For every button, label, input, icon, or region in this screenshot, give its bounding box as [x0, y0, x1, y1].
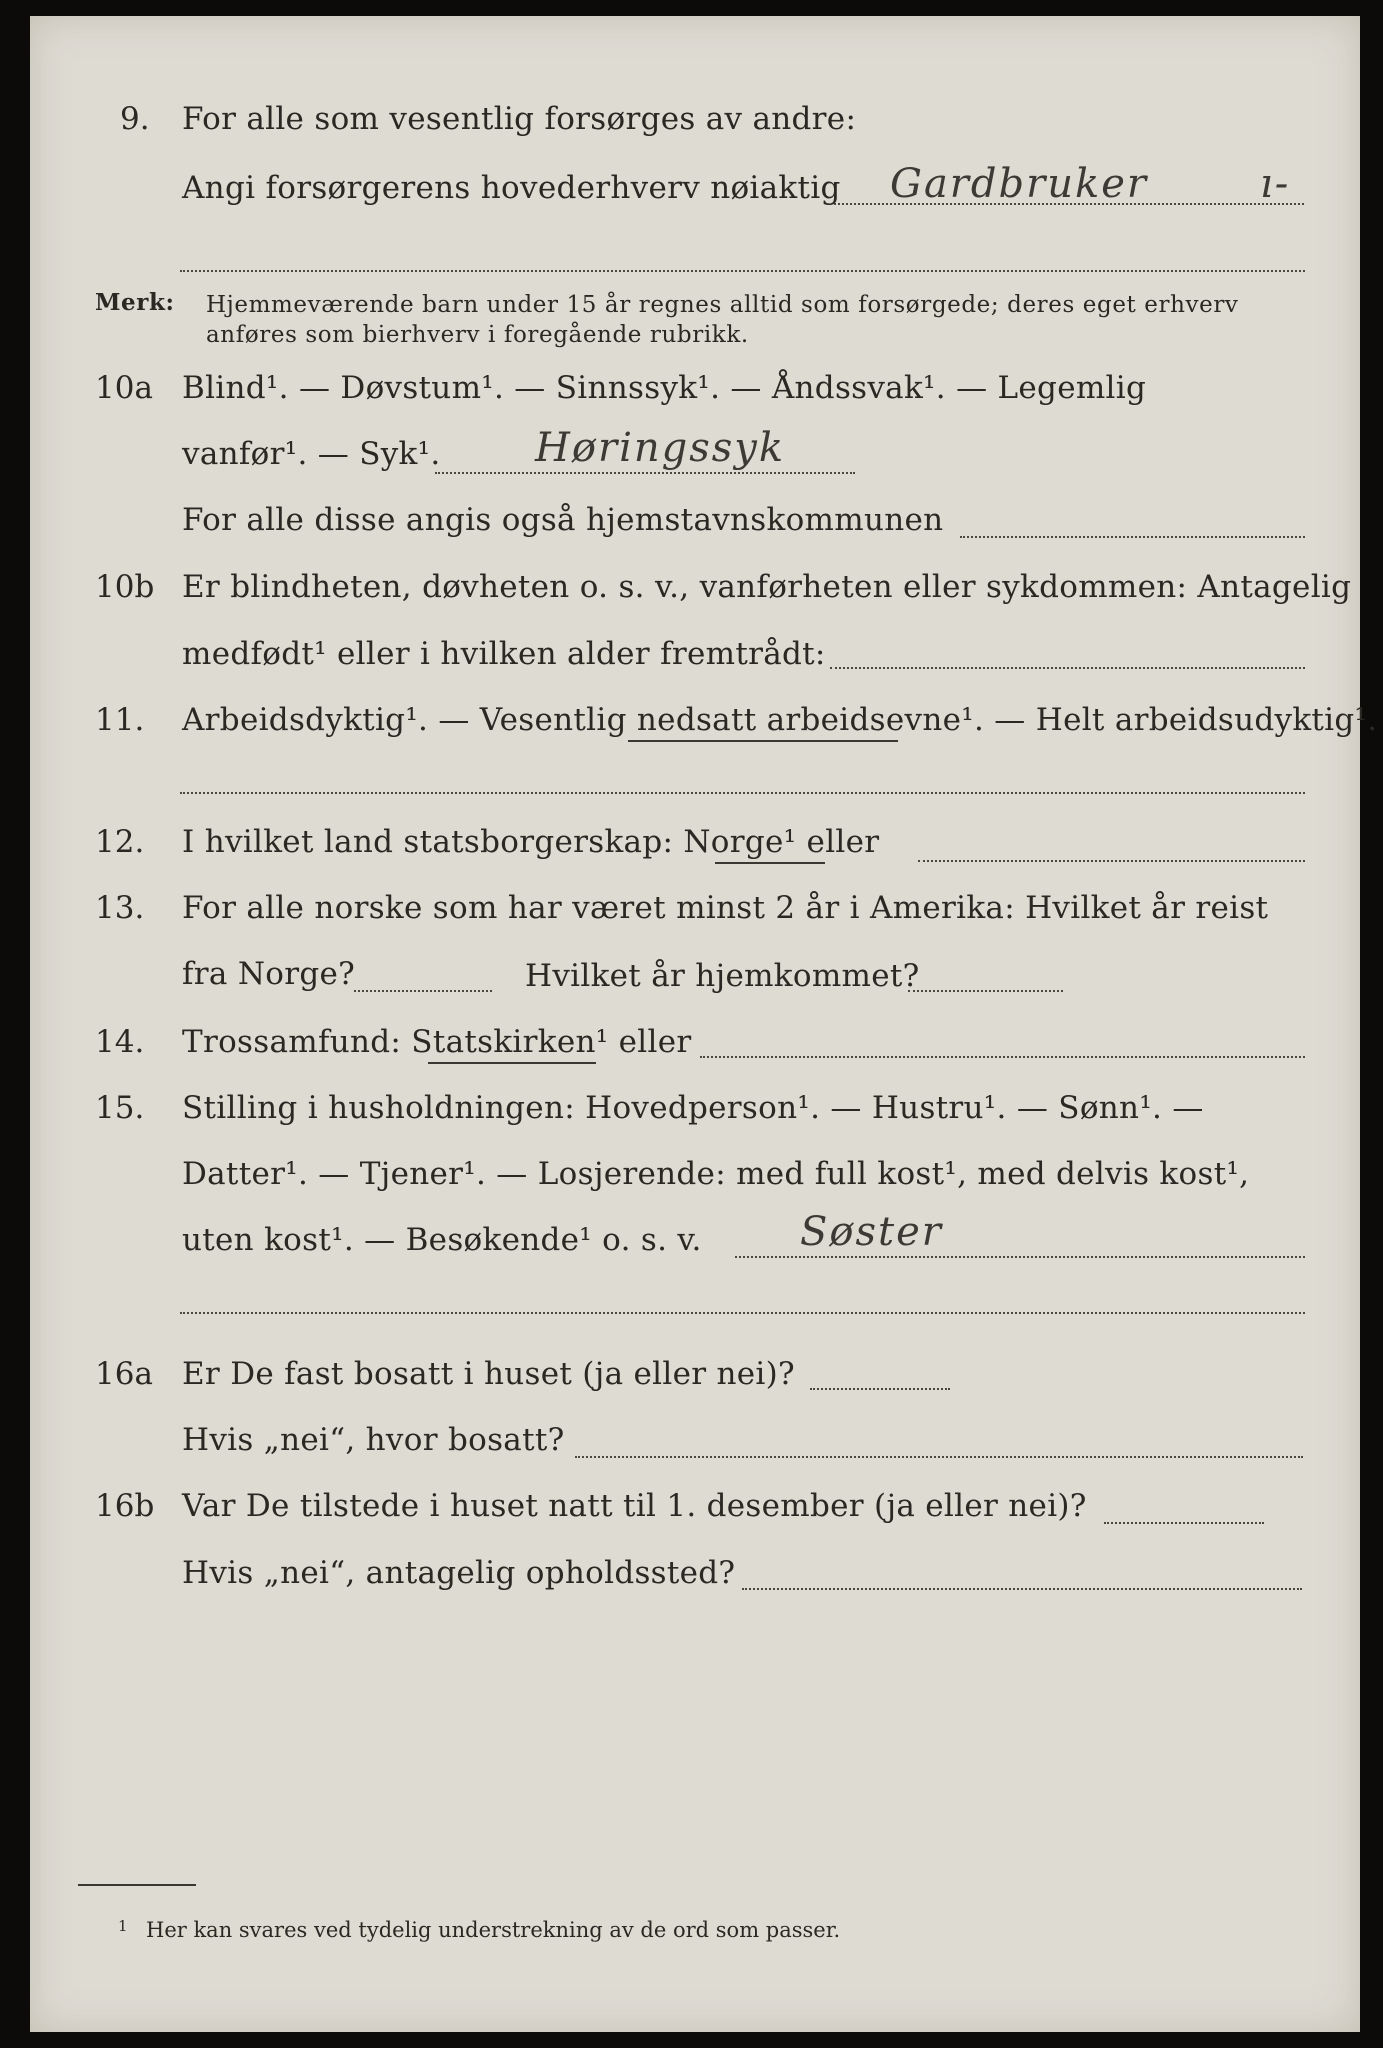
q14-answer-line [700, 1056, 1305, 1058]
q16a-place-line [575, 1456, 1303, 1458]
q11-line1: Arbeidsdyktig¹. — Vesentlig nedsatt arbeidsevne¹. — Helt arbeidsudyktig¹. [182, 702, 1378, 738]
merk-line1: Hjemmeværende barn under 15 år regnes alltid som forsørgede; deres eget erhverv [206, 292, 1239, 318]
q13-year-back-line [908, 990, 1063, 992]
q16b-number: 16b [95, 1488, 155, 1524]
q9-line1: For alle som vesentlig forsørges av andre: [182, 101, 857, 137]
q16b-answer-line [1104, 1522, 1264, 1524]
q12-line1: I hvilket land statsborgerskap: Norge¹ eller [182, 824, 880, 860]
q13-line2a: fra Norge? [182, 956, 356, 992]
q11-blank-line [180, 792, 1305, 794]
q10b-answer-line [830, 667, 1305, 669]
q13-number: 13. [95, 890, 145, 926]
q10a-line3-blank [960, 536, 1305, 538]
merk-line2: anføres som bierhverv i foregående rubrikk. [206, 322, 749, 348]
q12-underline-norge [715, 862, 825, 864]
q10a-handwritten-answer: Høringssyk [535, 425, 786, 471]
q9-blank-line [180, 270, 1305, 272]
q15-answer-line [735, 1256, 1305, 1258]
q15-line3: uten kost¹. — Besøkende¹ o. s. v. [182, 1222, 702, 1258]
q14-underline-statskirken [428, 1062, 596, 1064]
q10a-line2: vanfør¹. — Syk¹. [182, 436, 441, 472]
q10a-number: 10a [95, 370, 153, 406]
q10b-line2: medfødt¹ eller i hvilken alder fremtrådt: [182, 636, 826, 672]
census-form-page [30, 16, 1378, 2032]
q16b-place-line [742, 1588, 1302, 1590]
q15-line2: Datter¹. — Tjener¹. — Losjerende: med full kost¹, med delvis kost¹, [182, 1156, 1250, 1192]
q9-handwritten-answer: Gardbruker [890, 161, 1149, 207]
footnote-rule [78, 1884, 196, 1886]
q13-line2b: Hvilket år hjemkommet? [525, 958, 920, 994]
q16a-line1: Er De fast bosatt i huset (ja eller nei)? [182, 1356, 795, 1392]
q9-number: 9. [120, 101, 150, 137]
q10a-line1: Blind¹. — Døvstum¹. — Sinnssyk¹. — Åndssvak¹. — Legemlig [182, 370, 1147, 406]
q10a-answer-line [435, 472, 855, 474]
q15-blank-line [180, 1312, 1305, 1314]
q14-number: 14. [95, 1024, 145, 1060]
q10b-line1: Er blindheten, døvheten o. s. v., vanførheten eller sykdommen: Antagelig [182, 569, 1352, 605]
q15-handwritten-answer: Søster [800, 1209, 943, 1255]
q12-number: 12. [95, 824, 145, 860]
q10a-line3: For alle disse angis også hjemstavnskommunen [182, 502, 944, 538]
q15-number: 15. [95, 1090, 145, 1126]
merk-label: Merk: [95, 289, 175, 316]
q11-underline-nedsatt [628, 740, 898, 742]
q11-number: 11. [95, 702, 145, 738]
footnote-text: Her kan svares ved tydelig understrekning av de ord som passer. [146, 1918, 841, 1942]
q15-line1: Stilling i husholdningen: Hovedperson¹. — Hustru¹. — Sønn¹. — [182, 1090, 1204, 1126]
q16a-line2: Hvis „nei“, hvor bosatt? [182, 1422, 565, 1458]
q14-line1: Trossamfund: Statskirken¹ eller [182, 1024, 692, 1060]
q9-handwritten-mark: ı- [1260, 161, 1291, 207]
q13-year-left-line [354, 990, 492, 992]
q10b-number: 10b [95, 569, 155, 605]
q16a-answer-line [810, 1388, 950, 1390]
footnote-mark: 1 [118, 1917, 128, 1935]
q16a-number: 16a [95, 1356, 153, 1392]
q13-line1: For alle norske som har været minst 2 år i Amerika: Hvilket år reist [182, 890, 1269, 926]
q16b-line1: Var De tilstede i huset natt til 1. desember (ja eller nei)? [182, 1488, 1087, 1524]
q12-answer-line [918, 860, 1305, 862]
q16b-line2: Hvis „nei“, antagelig opholdssted? [182, 1555, 736, 1591]
q9-line2: Angi forsørgerens hovederhverv nøiaktig [182, 170, 841, 206]
